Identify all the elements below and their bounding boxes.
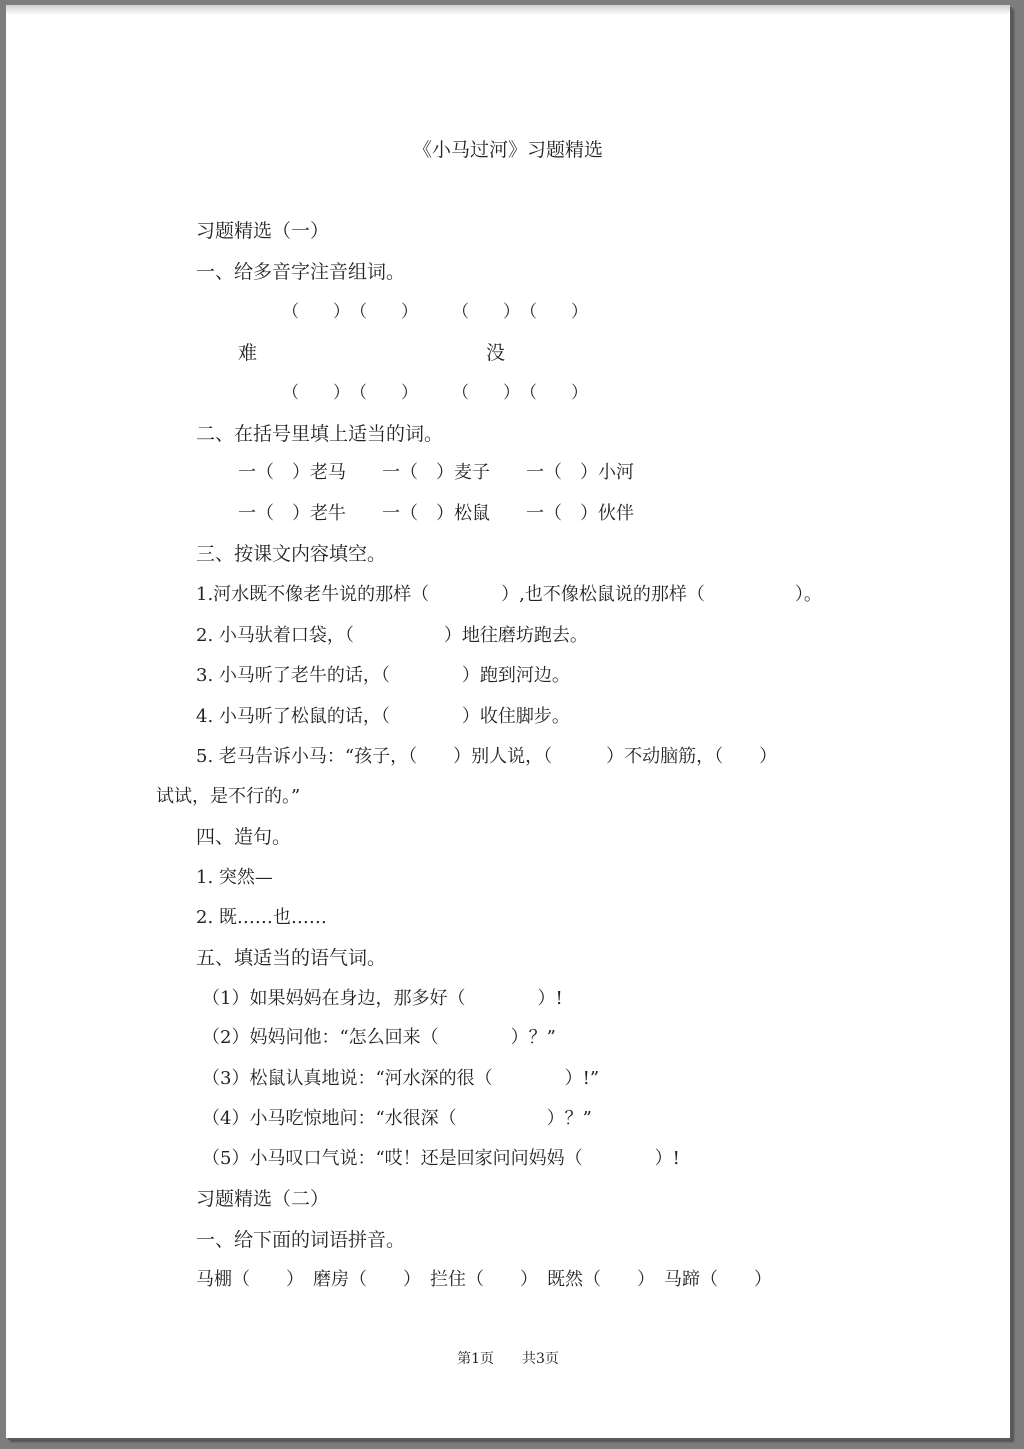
pinyin-brackets-bottom: （ ） （ ） （ ） （ ）: [282, 383, 588, 403]
question-3-item-3: 3. 小马听了老牛的话，（ ）跑到河边。: [196, 665, 570, 686]
question-3-item-2: 2. 小马驮着口袋，（ ）地往磨坊跑去。: [196, 625, 588, 646]
question-4-item-2: 2. 既……也……: [196, 907, 327, 928]
question-5-item-4: （4）小马吃惊地问：“水很深（ ）？”: [202, 1108, 592, 1129]
measure-word-row-1: 一（ ）老马 一（ ）麦子 一（ ）小河: [238, 462, 634, 483]
question-1-heading: 一、给多音字注音组词。: [196, 261, 406, 283]
pinyin-brackets-top: （ ） （ ） （ ） （ ）: [282, 302, 588, 322]
document-title: 《小马过河》习题精选: [412, 139, 603, 161]
page-edge: [6, 5, 1010, 15]
question-5-item-5: （5）小马叹口气说：“哎！还是回家问问妈妈（ ）!: [202, 1148, 680, 1169]
question-5-heading: 五、填适当的语气词。: [196, 947, 387, 969]
polyphone-char-left: 难: [238, 342, 258, 364]
section-2-question-1-heading: 一、给下面的词语拼音。: [196, 1229, 406, 1251]
pinyin-word-row: 马棚（ ） 磨房（ ） 拦住（ ） 既然（ ） 马蹄（ ）: [196, 1269, 772, 1290]
question-3-item-5: 5. 老马告诉小马：“孩子，（ ）别人说，（ ）不动脑筋，（ ）: [196, 746, 778, 767]
question-3-item-1: 1.河水既不像老牛说的那样（ ）,也不像松鼠说的那样（ ）。: [196, 584, 822, 605]
question-4-heading: 四、造句。: [196, 826, 292, 848]
document-page: [6, 5, 1010, 1438]
page-footer: 第1页 共3页: [457, 1351, 559, 1367]
question-2-heading: 二、在括号里填上适当的词。: [196, 423, 444, 445]
polyphone-char-right: 没: [486, 342, 506, 364]
question-5-item-1: （1）如果妈妈在身边，那多好（ ）!: [202, 988, 563, 1009]
question-4-item-1: 1. 突然—: [196, 867, 273, 888]
section-heading-1: 习题精选（一）: [196, 220, 330, 242]
question-3-heading: 三、按课文内容填空。: [196, 543, 387, 565]
question-5-item-2: （2）妈妈问他：“怎么回来（ ）？”: [202, 1027, 556, 1048]
question-5-item-3: （3）松鼠认真地说：“河水深的很（ ）!”: [202, 1068, 600, 1089]
question-3-item-4: 4. 小马听了松鼠的话，（ ）收住脚步。: [196, 706, 570, 727]
section-heading-2: 习题精选（二）: [196, 1188, 330, 1210]
measure-word-row-2: 一（ ）老牛 一（ ）松鼠 一（ ）伙伴: [238, 503, 634, 524]
question-3-item-5-continued: 试试，是不行的。”: [156, 786, 301, 807]
